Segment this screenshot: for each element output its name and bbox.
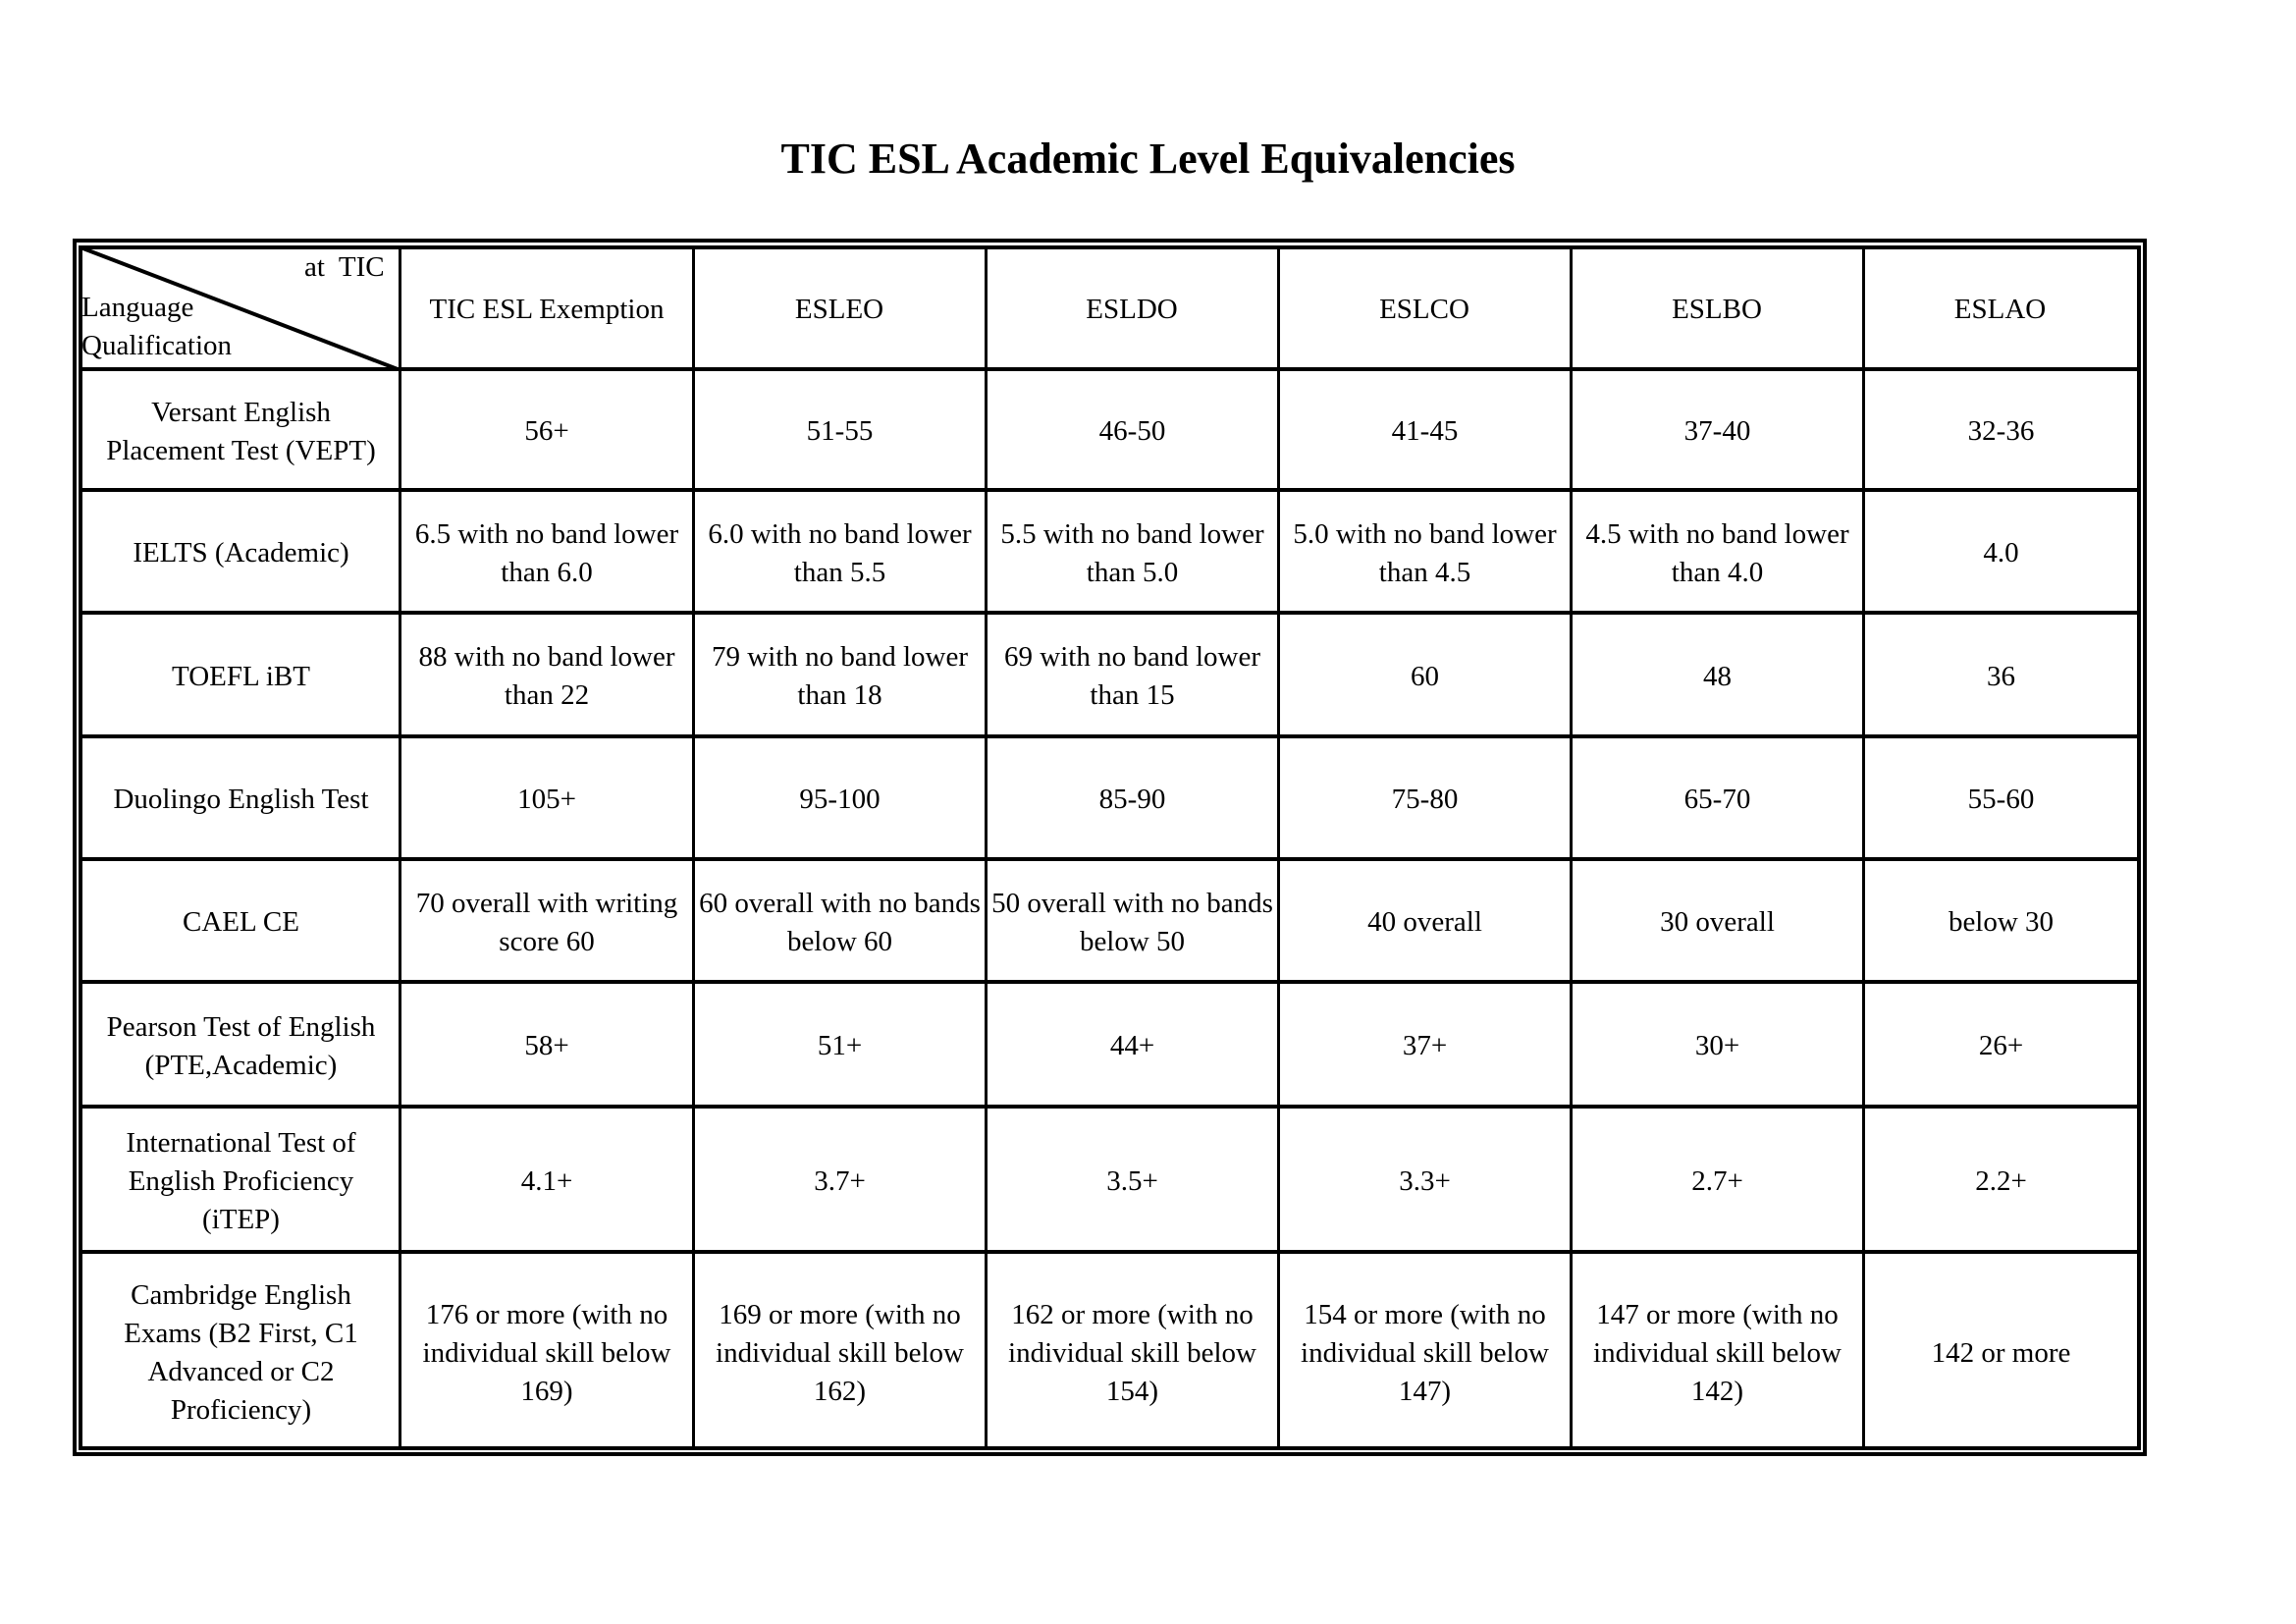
row-divider — [80, 488, 2139, 492]
table-cell: 147 or more (with no individual skill below 142) — [1593, 1298, 1842, 1407]
table-cell: 60 overall with no bands below 60 — [699, 887, 981, 957]
table-cell: 37+ — [1402, 1030, 1448, 1061]
column-divider — [692, 247, 695, 1448]
table-cell: 2.2+ — [1975, 1164, 2027, 1197]
table-cell: 69 with no band lower than 15 — [1004, 641, 1260, 711]
table-cell: 26+ — [1978, 1030, 2024, 1061]
table-cell: 154 or more (with no individual skill below 147) — [1301, 1298, 1549, 1407]
table-cell: 50 overall with no bands below 50 — [991, 887, 1273, 957]
row-label: CAEL CE — [183, 906, 299, 938]
table-cell: 75-80 — [1391, 784, 1459, 815]
table-cell: 88 with no band lower than 22 — [418, 641, 675, 711]
table-cell: 3.5+ — [1106, 1164, 1158, 1197]
corner-header-rows-label — [81, 289, 232, 365]
column-divider — [1862, 247, 1865, 1448]
table-cell: 56+ — [524, 415, 569, 447]
corner-header-rows-label-line1: Language — [81, 292, 194, 323]
row-label: Pearson Test of English (PTE,Academic) — [106, 1010, 376, 1081]
row-divider — [80, 980, 2139, 984]
page-title: TIC ESL Academic Level Equivalencies — [780, 135, 1516, 183]
table-cell: 36 — [1987, 660, 2015, 692]
corner-header-rows-label-line2: Qualification — [81, 330, 233, 361]
table-cell: 58+ — [524, 1030, 569, 1061]
table-cell: 51+ — [817, 1030, 863, 1061]
table-cell: 169 or more (with no individual skill below 162) — [716, 1298, 964, 1407]
table-cell: 70 overall with writing score 60 — [415, 887, 678, 957]
corner-header-columns-label: at TIC — [304, 251, 385, 283]
table-cell: 176 or more (with no individual skill below 169) — [422, 1298, 671, 1407]
table-cell: 3.7+ — [814, 1164, 866, 1197]
column-header-eslco: ESLCO — [1379, 293, 1469, 325]
table-cell: 5.0 with no band lower than 4.5 — [1293, 517, 1557, 588]
table-cell: 48 — [1703, 660, 1732, 692]
table-cell: 6.5 with no band lower than 6.0 — [414, 517, 679, 588]
column-divider — [1277, 247, 1280, 1448]
table-cell: 4.0 — [1983, 537, 2019, 568]
table-cell: 32-36 — [1967, 415, 2035, 447]
row-label: International Test of English Proficiency (iTEP) — [126, 1126, 356, 1235]
row-label: Cambridge English Exams (B2 First, C1 Advanced or C2 Proficiency) — [124, 1279, 358, 1426]
table-cell: 51-55 — [806, 415, 874, 447]
table-cell: 44+ — [1109, 1030, 1155, 1061]
table-cell: 30 overall — [1660, 906, 1775, 938]
table-cell: 4.5 with no band lower than 4.0 — [1585, 517, 1849, 588]
table-cell: 95-100 — [799, 784, 881, 815]
row-divider — [80, 611, 2139, 615]
column-header-eslbo: ESLBO — [1672, 293, 1762, 325]
table-cell: 6.0 with no band lower than 5.5 — [708, 517, 972, 588]
column-divider — [985, 247, 988, 1448]
table-cell: 40 overall — [1367, 906, 1482, 938]
column-header-exemption: TIC ESL Exemption — [429, 293, 665, 325]
row-label: Duolingo English Test — [113, 784, 369, 815]
table-cell: 55-60 — [1967, 784, 2035, 815]
column-header-eslao: ESLAO — [1953, 293, 2047, 325]
row-divider — [80, 857, 2139, 861]
row-divider — [80, 734, 2139, 738]
row-label: TOEFL iBT — [172, 660, 310, 692]
column-header-esldo: ESLDO — [1086, 293, 1178, 325]
table-cell: 85-90 — [1098, 784, 1166, 815]
table-cell: 105+ — [517, 784, 576, 815]
table-cell: 3.3+ — [1399, 1164, 1451, 1197]
table-cell: 79 with no band lower than 18 — [712, 641, 968, 711]
table-cell: below 30 — [1948, 906, 2055, 938]
table-cell: 65-70 — [1683, 784, 1751, 815]
column-divider — [399, 247, 401, 1448]
table-cell: 4.1+ — [520, 1164, 573, 1197]
table-cell: 60 — [1411, 660, 1439, 692]
row-divider — [80, 1105, 2139, 1109]
table-cell: 2.7+ — [1691, 1164, 1743, 1197]
table-cell: 5.5 with no band lower than 5.0 — [1000, 517, 1264, 588]
table-cell: 41-45 — [1391, 415, 1459, 447]
row-divider — [80, 367, 2139, 371]
table-cell: 46-50 — [1098, 415, 1166, 447]
table-cell: 142 or more — [1931, 1336, 2071, 1369]
table-cell: 30+ — [1694, 1030, 1740, 1061]
row-label: Versant English Placement Test (VEPT) — [106, 396, 376, 466]
row-divider — [80, 1250, 2139, 1254]
row-label: IELTS (Academic) — [133, 537, 349, 568]
table-cell: 37-40 — [1683, 415, 1751, 447]
table-cell: 162 or more (with no individual skill below 154) — [1008, 1298, 1256, 1407]
column-divider — [1570, 247, 1573, 1448]
column-header-esleo: ESLEO — [794, 293, 884, 325]
